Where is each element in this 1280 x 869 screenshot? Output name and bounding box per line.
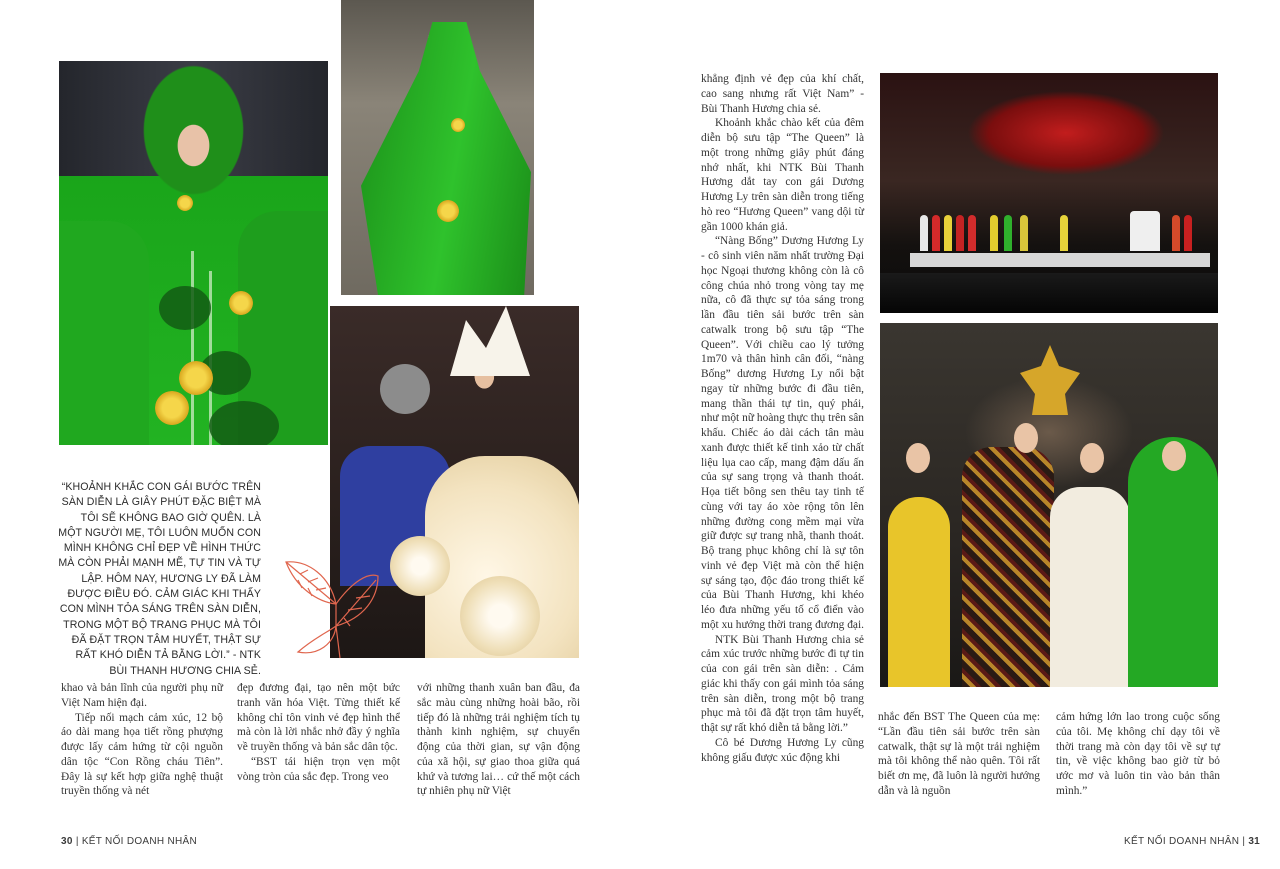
paragraph: khao và bản lĩnh của người phụ nữ Việt Nam hiện đại. bbox=[61, 682, 223, 709]
paragraph: “BST tái hiện trọn vẹn một vòng tròn của sắc đẹp. Trong veo bbox=[237, 755, 400, 783]
paragraph: Tiếp nối mạch cảm xúc, 12 bộ áo dài mang họa tiết rồng phượng được lấy cảm hứng từ cội nguồn dân tộc “Con Rồng cháu Tiên”. Đây là sự kết hợp giữa nghệ thuật truyền thống và nét bbox=[61, 711, 223, 798]
paragraph: cảm hứng lớn lao trong cuộc sống của tôi. Mẹ không chỉ dạy tôi về thời trang mà còn dạy tôi về sự tự tin, về việc không bao giờ từ bỏ ước mơ và luôn tin vào bản thân mình.” bbox=[1056, 711, 1220, 797]
folio-right: KẾT NỐI DOANH NHÂN | 31 bbox=[1124, 836, 1261, 847]
left-column-3 bbox=[417, 681, 580, 799]
left-column-1 bbox=[61, 681, 223, 799]
right-column-1 bbox=[701, 72, 864, 765]
magazine-title: KẾT NỐI DOANH NHÂN bbox=[81, 836, 198, 847]
left-column-2 bbox=[237, 681, 400, 784]
magazine-title: KẾT NỐI DOANH NHÂN bbox=[1124, 836, 1240, 847]
paragraph: khẳng định vẻ đẹp của khí chất, cao sang nhưng rất Việt Nam” - Bùi Thanh Hương chia sẻ. bbox=[701, 73, 864, 115]
right-column-2 bbox=[878, 710, 1040, 799]
paragraph: “Nàng Bống” Dương Hương Ly - cô sinh viên năm nhất trường Đại học Ngoại thương không còn là cô công chúa nhỏ trong vòng tay mẹ nữa, cô đã thực sự tỏa sáng trong lần đầu tiên sải bước trên sàn catwalk trong bộ sưu tập “The Queen”. Với chiều cao lý tưởng 1m70 và thân hình cân đối, “nàng Bống” dương Hương Ly nổi bật ngay từ những bước đi đầu tiên, mang thần thái tự tin, quý phái, như một nữ hoàng thực thụ trên sân khấu. Chiếc áo dài cách tân màu xanh được thiết kế tinh xảo từ chất liệu lụa cao cấp, mang đậm dấu ấn của sự sang trọng và thanh thoát. Họa tiết bông sen thêu tay tinh tế cùng với tay áo xòe rộng tôn lên những đường cong mềm mại vừa giữ được sự trang nhã, thanh thoát. Bộ trang phục không chỉ là sự tôn vinh vẻ đẹp Việt mà còn thể hiện sự sáng tạo, độc đáo trong thiết kế của Bùi Thanh Hương, khi khéo léo đưa những yếu tố cổ điển vào một xu hướng thời trang đương đại. bbox=[701, 235, 864, 631]
leaf-ornament-icon bbox=[278, 552, 388, 660]
photo-green-ao-dai-runway bbox=[341, 0, 534, 295]
paragraph: Cô bé Dương Hương Ly cũng không giấu được xúc động khi bbox=[701, 736, 864, 764]
page-number: 30 bbox=[61, 836, 73, 847]
paragraph: Khoảnh khắc chào kết của đêm diễn bộ sưu tập “The Queen” là một trong những giây phút đáng nhớ nhất, khi NTK Bùi Thanh Hương dắt tay con gái Dương Hương Ly trên sàn diễn trong tiếng hò reo “Hương Queen” vang dội từ gần 1000 khán giả. bbox=[701, 117, 864, 233]
photo-stage-finale-night bbox=[880, 73, 1218, 313]
paragraph: nhắc đến BST The Queen của mẹ: “Lần đầu tiên sải bước trên sàn catwalk, thật sự là một trải nghiệm mà tôi không thể nào quên. Tôi rất biết ơn mẹ, đã luôn là người hướng dẫn và là nguồn bbox=[878, 711, 1040, 797]
page-number: 31 bbox=[1248, 836, 1261, 847]
pull-quote: “KHOẢNH KHẮC CON GÁI BƯỚC TRÊN SÀN DIỄN LÀ GIÂY PHÚT ĐẶC BIỆT MÀ TÔI SẼ KHÔNG BAO GIỜ QUÊN. LÀ MỘT NGƯỜI MẸ, TÔI LUÔN MUỐN CON MÌNH KHÔNG CHỈ ĐẸP VỀ HÌNH THỨC MÀ CÒN PHẢI MẠNH MẼ, TỰ TIN VÀ TỰ LẬP. HÔM NAY, HƯƠNG LY ĐÃ LÀM ĐƯỢC ĐIỀU ĐÓ. CẢM GIÁC KHI THẤY CON MÌNH TỎA SÁNG TRÊN SÀN DIỄN, TRONG MỘT BỘ TRANG PHỤC MÀ TÔI ĐÃ ĐẶT TRỌN TÂM HUYẾT, THẬT SỰ RẤT KHÓ DIỄN TẢ BẰNG LỜI.” - NTK BÙI THANH HƯƠNG CHIA SẺ. bbox=[58, 481, 261, 677]
photo-designer-with-models bbox=[880, 323, 1218, 687]
right-column-3 bbox=[1056, 710, 1220, 799]
photo-green-ao-dai-hooded bbox=[59, 61, 328, 445]
folio-left: 30 | KẾT NỐI DOANH NHÂN bbox=[61, 836, 198, 847]
paragraph: đẹp đương đại, tạo nên một bức tranh văn hóa Việt. Từng thiết kế không chỉ tôn vinh vẻ đẹp hình thể mà còn là lời nhắc nhở đầy ý nghĩa về truyền thống và bản sắc dân tộc. bbox=[237, 682, 400, 753]
paragraph: với những thanh xuân ban đầu, đa sắc màu cùng những hoài bão, rồi tiếp đó là những trải nghiệm tích tụ thành kinh nghiệm, sự chuyển động của thời gian, sự vận động của xã hội, sự giao thoa giữa quá khứ và tương lai… cứ thế một cách tự nhiên phụ nữ Việt bbox=[417, 682, 580, 798]
paragraph: NTK Bùi Thanh Hương chia sẻ cảm xúc trước những bước đi tự tin của con gái trên sàn diễn: . Cảm giác khi thấy con gái mình tỏa sáng trên sàn diễn, trong một bộ trang phục mà tôi đã đặt trọn tâm huyết, thật sự rất khó diễn tả bằng lời.” bbox=[701, 633, 864, 734]
